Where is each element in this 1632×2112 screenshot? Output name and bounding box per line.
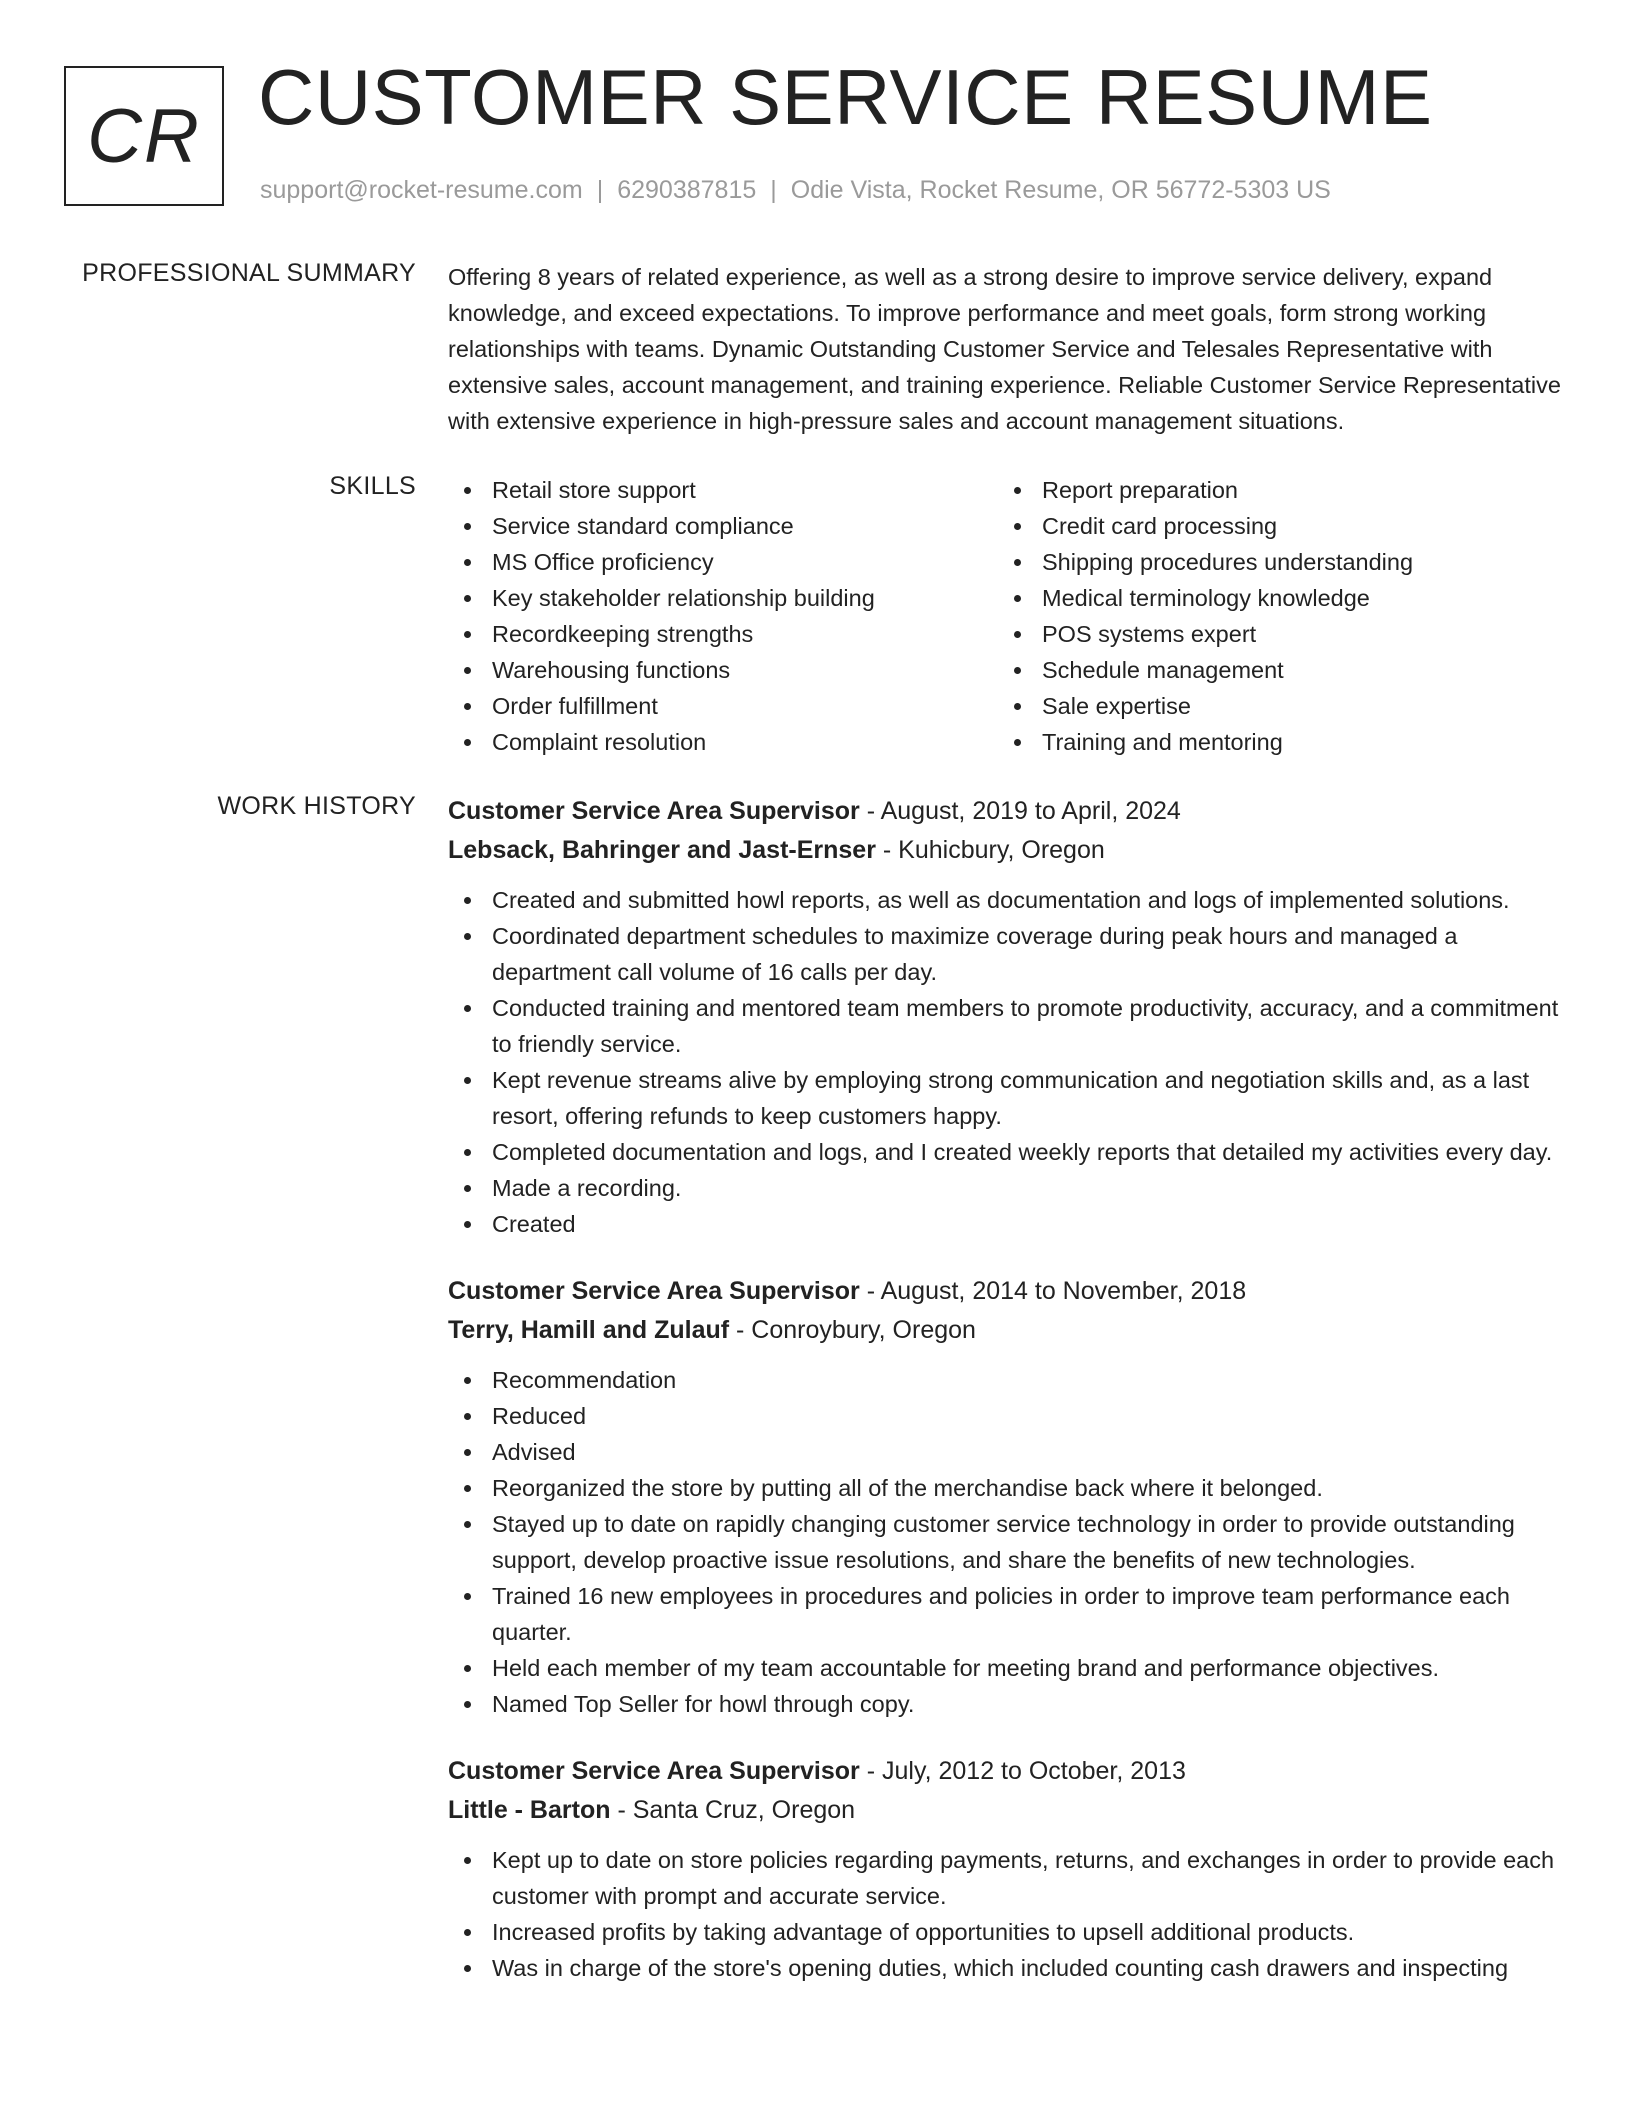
contact-address: Odie Vista, Rocket Resume, OR 56772-5303 US (790, 176, 1331, 204)
job-company-line (448, 1311, 1568, 1350)
monogram-logo: CR (64, 66, 224, 206)
job-bullet: Coordinated department schedules to maximize coverage during peak hours and managed a department call volume of 16 calls per day. (448, 918, 1568, 990)
contact-email: support@rocket-resume.com (260, 176, 583, 204)
job-bullet: Kept revenue streams alive by employing strong communication and negotiation skills and, as a last resort, offering refunds to keep customers happy. (448, 1062, 1568, 1134)
skill-item: Training and mentoring (998, 724, 1548, 760)
job-bullets (448, 1842, 1568, 1986)
job-company: Terry, Hamill and Zulauf (448, 1316, 730, 1344)
job-bullet: Made a recording. (448, 1170, 1568, 1206)
job-bullet: Stayed up to date on rapidly changing customer service technology in order to provide outstanding support, develop proactive issue resolutions, and share the benefits of new technologies. (448, 1506, 1568, 1578)
job-bullet: Created (448, 1206, 1568, 1242)
job-dates: - August, 2019 to April, 2024 (859, 797, 1181, 825)
job-bullet: Recommendation (448, 1362, 1568, 1398)
skills-columns (448, 472, 1568, 760)
skill-item: POS systems expert (998, 616, 1548, 652)
job-title-line (448, 1752, 1568, 1791)
resume-title: CUSTOMER SERVICE RESUME (258, 53, 1433, 141)
skill-item: Credit card processing (998, 508, 1548, 544)
skill-item: Schedule management (998, 652, 1548, 688)
job-dates: - July, 2012 to October, 2013 (859, 1757, 1186, 1785)
contact-phone: 6290387815 (617, 176, 757, 204)
job-dates: - August, 2014 to November, 2018 (859, 1277, 1247, 1305)
job-bullet: Increased profits by taking advantage of opportunities to upsell additional products. (448, 1914, 1568, 1950)
skill-item: Service standard compliance (448, 508, 998, 544)
job-bullets (448, 882, 1568, 1242)
job-entry (448, 792, 1568, 1242)
job-title: Customer Service Area Supervisor (448, 1277, 860, 1305)
job-bullet: Advised (448, 1434, 1568, 1470)
skill-item: Retail store support (448, 472, 998, 508)
work-history-list (448, 792, 1568, 2016)
skill-item: Order fulfillment (448, 688, 998, 724)
skill-item: Complaint resolution (448, 724, 998, 760)
contact-separator: | (596, 176, 604, 204)
job-title: Customer Service Area Supervisor (448, 797, 860, 825)
job-company-line (448, 831, 1568, 870)
job-company: Lebsack, Bahringer and Jast-Ernser (448, 836, 876, 864)
job-bullet: Created and submitted howl reports, as well as documentation and logs of implemented solutions. (448, 882, 1568, 918)
skills-heading: SKILLS (329, 472, 416, 500)
skill-item: Shipping procedures understanding (998, 544, 1548, 580)
job-company-line (448, 1791, 1568, 1830)
job-bullet: Kept up to date on store policies regarding payments, returns, and exchanges in order to provide each customer with prompt and accurate service. (448, 1842, 1568, 1914)
job-entry (448, 1752, 1568, 1986)
skill-item: Sale expertise (998, 688, 1548, 724)
job-title-line (448, 792, 1568, 831)
job-bullet: Held each member of my team accountable for meeting brand and performance objectives. (448, 1650, 1568, 1686)
summary-text: Offering 8 years of related experience, as well as a strong desire to improve service delivery, expand knowledge, and exceed expectations. To improve performance and meet goals, form strong working relationships with teams. Dynamic Outstanding Customer Service and Telesales Representative with extensive sales, account management, and training experience. Reliable Customer Service Representative with extensive experience in high-pressure sales and account management situations. (448, 264, 1561, 434)
skill-item: MS Office proficiency (448, 544, 998, 580)
job-bullets (448, 1362, 1568, 1722)
job-location: - Conroybury, Oregon (729, 1316, 976, 1344)
contact-separator: | (770, 176, 777, 204)
job-bullet: Named Top Seller for howl through copy. (448, 1686, 1568, 1722)
job-bullet: Was in charge of the store's opening duties, which included counting cash drawers and inspecting (448, 1950, 1568, 1986)
job-bullet: Trained 16 new employees in procedures and policies in order to improve team performance each quarter. (448, 1578, 1568, 1650)
work-heading: WORK HISTORY (217, 792, 416, 820)
contact-line (260, 176, 1331, 205)
job-title-line (448, 1272, 1568, 1311)
skills-list-right (998, 472, 1548, 760)
job-bullet: Conducted training and mentored team members to promote productivity, accuracy, and a commitment to friendly service. (448, 990, 1568, 1062)
skill-item: Key stakeholder relationship building (448, 580, 998, 616)
job-bullet: Completed documentation and logs, and I created weekly reports that detailed my activities every day. (448, 1134, 1568, 1170)
job-location: - Santa Cruz, Oregon (610, 1796, 856, 1824)
skill-item: Report preparation (998, 472, 1548, 508)
job-entry (448, 1272, 1568, 1722)
job-bullet: Reduced (448, 1398, 1568, 1434)
skills-list-left (448, 472, 998, 760)
job-company: Little - Barton (448, 1796, 611, 1824)
job-title: Customer Service Area Supervisor (448, 1757, 860, 1785)
skill-item: Warehousing functions (448, 652, 998, 688)
job-location: - Kuhicbury, Oregon (875, 836, 1105, 864)
skill-item: Recordkeeping strengths (448, 616, 998, 652)
job-bullet: Reorganized the store by putting all of the merchandise back where it belonged. (448, 1470, 1568, 1506)
summary-heading: PROFESSIONAL SUMMARY (82, 259, 416, 287)
skill-item: Medical terminology knowledge (998, 580, 1548, 616)
